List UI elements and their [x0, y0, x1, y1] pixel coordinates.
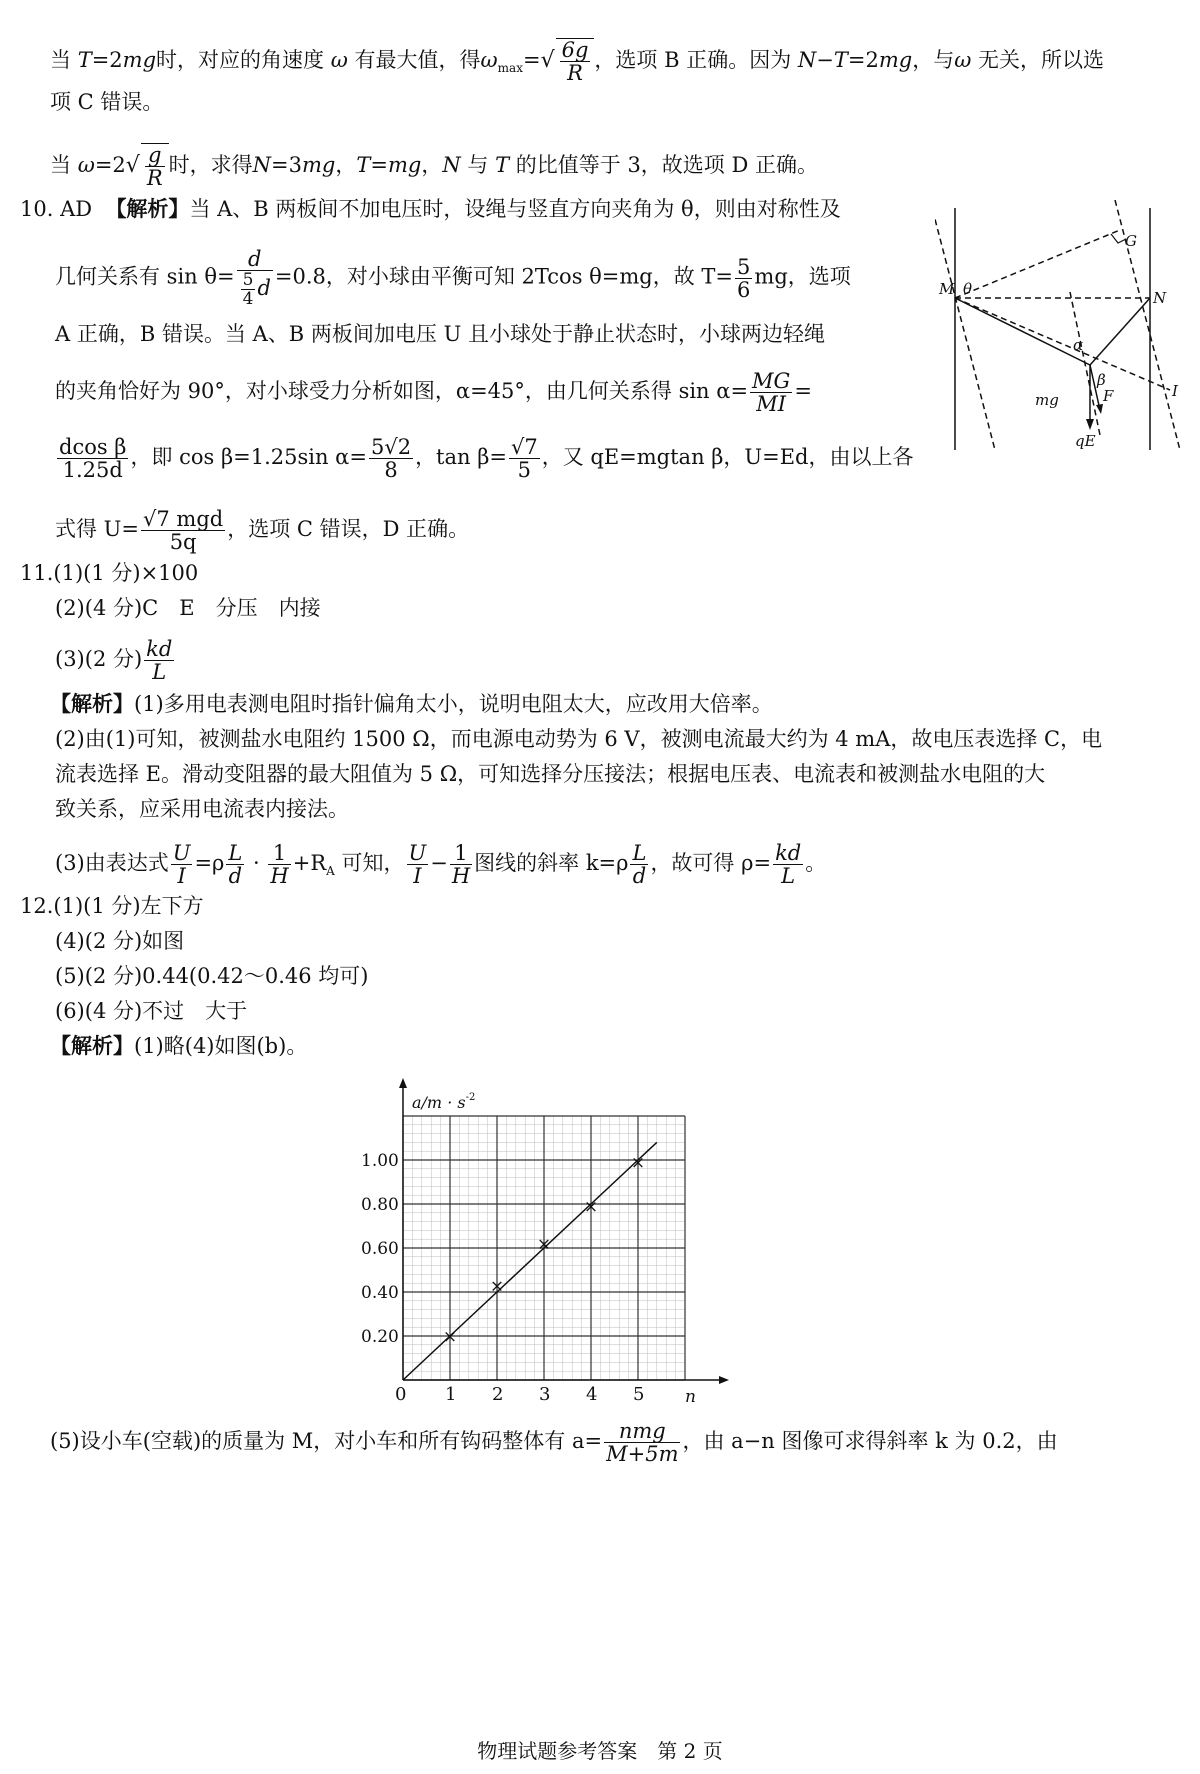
x-axis-arrow [719, 1376, 729, 1384]
q11-analysis-2a: (2)由(1)可知，被测盐水电阻约 1500 Ω，而电源电动势为 6 V，被测电流最大约为 4 mA，故电压表选择 C，电 [55, 727, 1103, 751]
q12-analysis-5: (5)设小车(空载)的质量为 M，对小车和所有钩码整体有 a= $\frac{\text{nmg}}{M+5m}$ ，由 a−n 图像可求得斜率 k 为 0.2，由 [50, 1419, 1058, 1466]
fit-line [403, 1142, 657, 1380]
q12-answer-5: (5)(2 分)0.44(0.42～0.46 均可) [55, 964, 369, 988]
a-n-chart [340, 1070, 740, 1410]
y-tick-label: 0.40 [361, 1283, 399, 1303]
label-n: N [1153, 289, 1167, 307]
q11-answer-3: (3)(2 分) $\frac{kd}{L}$ [55, 637, 173, 684]
q11-analysis-2c: 致关系，应采用电流表内接法。 [55, 797, 349, 821]
q10-number: 10. AD [20, 197, 93, 221]
chart-marks [403, 1142, 657, 1380]
chart-y-label: $a/m \cdot s^{-2}$ [412, 1092, 476, 1112]
q12-number: 12. [20, 894, 54, 918]
q10-tag: 【解析】 [105, 196, 190, 221]
q10-line-3: A 正确，B 错误。当 A、B 两板间加电压 U 且小球处于静止状态时，小球两边轻绳 [55, 322, 825, 346]
line-option-c: 项 C 错误。 [50, 90, 164, 114]
q11-number: 11. [20, 561, 54, 585]
y-tick-label: 0.80 [361, 1195, 399, 1215]
q10-line-6: 式得 U= $\frac{\text{√7 mgd}}{5q}$ ，选项 C 错误，D 正确。 [55, 507, 470, 554]
slant-line-left [935, 200, 995, 450]
x-tick-label: 3 [539, 1384, 551, 1405]
label-i: I [1172, 382, 1178, 400]
q11-answer-2: (2)(4 分)C E 分压 内接 [55, 596, 321, 620]
q10-line-1: 10. AD 【解析】当 A、B 两板间不加电压时，设绳与竖直方向夹角为 θ，则由对称性及 [20, 196, 841, 221]
data-point: × [442, 1327, 458, 1347]
rope-mg-dashed [955, 230, 1120, 298]
q10-line-4: 的夹角恰好为 90°，对小球受力分析如图，α=45°，由几何关系得 sin α= $\frac{MG}{MI}$ = [55, 369, 812, 416]
x-tick-label: 1 [445, 1384, 457, 1405]
x-tick-label: 4 [586, 1384, 598, 1405]
chart-origin-label: 0 [395, 1384, 407, 1405]
label-qe: qE [1075, 432, 1096, 450]
line-omega-max: 当 T=2mg时，对应的角速度 ω 有最大值，得$\omega_{max}=√$ $\frac{6g}{R}$ ，选项 B 正确。因为 N−T=2mg，与ω 无关，所以选 [50, 38, 1105, 85]
y-axis-arrow [399, 1078, 407, 1088]
label-g: G [1125, 232, 1137, 250]
q10-line-5: $\frac{\text{dcos β}}{1.25d}$ ，即 cos β=1.25sin α= $\frac{5√2}{8}$ ，tan β= $\frac{√7}{5}$ ，又 qE=mgtan β，U=Ed，由以上各 [59, 435, 914, 482]
q11-analysis-3: (3)由表达式 $\frac{U}{I}$ =ρ $\frac{L}{d}$ · $\frac{1}{H}$ $+R_A$ 可知， $\frac{U}{I}$ − $\frac{1}{H}$ 图线的斜率 k=ρ $\frac{L}{d}$ ，故可得 ρ= $\frac{kd}{L}$ 。 [55, 841, 827, 888]
chart-x-label: n [685, 1387, 696, 1407]
label-theta: θ [963, 280, 973, 298]
slant-line-mid [1070, 292, 1100, 435]
label-m: M [939, 280, 955, 298]
x-tick-label: 2 [492, 1384, 504, 1405]
q11-analysis-2b: 流表选择 E。滑动变阻器的最大阻值为 5 Ω，可知选择分压接法；根据电压表、电流表和被测盐水电阻的大 [55, 762, 1046, 786]
line-omega-2: 当 ω=2√ $\frac{g}{R}$ 时，求得N=3mg，T=mg，N 与 T 的比值等于 3，故选项 D 正确。 [50, 143, 818, 190]
data-point: × [536, 1234, 552, 1255]
data-point: × [489, 1276, 505, 1297]
label-alpha: α [1073, 336, 1084, 354]
y-tick-label: 0.20 [361, 1327, 399, 1347]
rope-n-ball [1090, 298, 1150, 365]
q11-analysis-1: 【解析】(1)多用电表测电阻时指针偏角太小，说明电阻太大，应改用大倍率。 [50, 691, 773, 716]
data-point: × [630, 1153, 646, 1174]
q12-answer-4: (4)(2 分)如图 [55, 929, 185, 953]
y-tick-label: 1.00 [361, 1151, 399, 1171]
q12-line-1: 12.(1)(1 分)左下方 [20, 894, 204, 918]
y-tick-label: 0.60 [361, 1239, 399, 1259]
label-f: F [1103, 387, 1114, 405]
label-mg: mg [1035, 391, 1059, 409]
q12-analysis-1: 【解析】(1)略(4)如图(b)。 [50, 1033, 308, 1058]
label-beta: β [1097, 371, 1106, 389]
x-tick-label: 5 [633, 1384, 645, 1405]
force-diagram [935, 200, 1195, 462]
page-footer: 物理试题参考答案 第 2 页 [477, 1739, 723, 1763]
q12-answer-6: (6)(4 分)不过 大于 [55, 999, 248, 1023]
q10-line-2: 几何关系有 sin θ= d $\frac{5}{4}$ d =0.8，对小球由平衡可知 2Tcos θ=mg，故 T= $\frac{5}{6}$ mg，选项 [55, 247, 851, 309]
data-point: × [583, 1197, 599, 1218]
rope-m-ball [955, 298, 1090, 365]
q11-line-1: 11.(1)(1 分)×100 [20, 561, 199, 585]
